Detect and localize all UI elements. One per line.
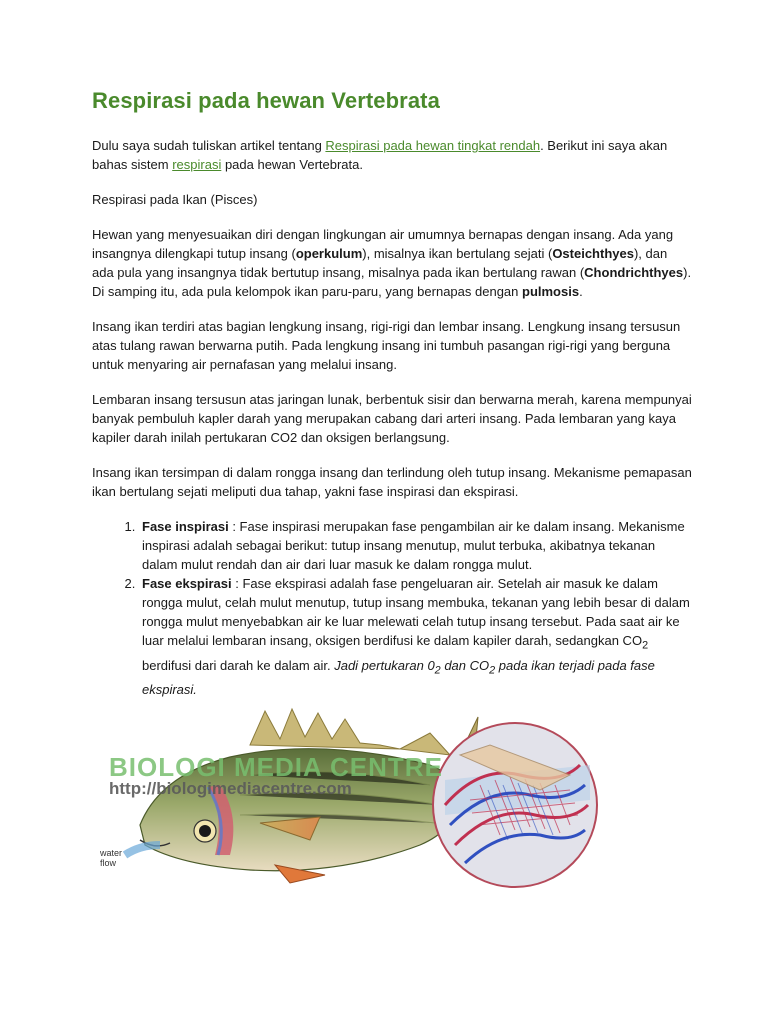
section-heading: Respirasi pada Ikan (Pisces) xyxy=(92,192,258,207)
term-operkulum: operkulum xyxy=(295,246,363,261)
water-flow-label: water flow xyxy=(100,848,123,868)
paragraph-insang: Hewan yang menyesuaikan diri dengan lingkungan air umumnya bernapas dengan insang. Ada yang insangnya dilengkapi tutup insang (operkulum), misalnya ikan bertulang sejati (Osteichthyes), dan ada pula yang insangnya tidak bertutup insang, misalnya pada ikan bertulang rawan (Chondrichthyes). Di samping itu, ada pula kelompok ikan paru-paru, yang bernapas dengan pulmosis. xyxy=(92,227,692,299)
link-respirasi-tingkat-rendah[interactable]: Respirasi pada hewan tingkat rendah xyxy=(325,138,541,153)
page-title: Respirasi pada hewan Vertebrata xyxy=(92,88,440,113)
list-item-ekspirasi: 2. Fase ekspirasi : Fase ekspirasi adalah fase pengeluaran air. Setelah air masuk ke dalam rongga mulut, celah mulut menutup, tutup insang membuka, tekanan yang lebih besar di dalam rongga mulut menyebabkan air ke luar melewati celah tutup insang tersebut. Pada saat air ke luar melalui lembaran insang, oksigen berdifusi ke dalam kapiler darah, sedangkan $CO_2$ berdifusi dari darah ke dalam air. Jadi pertukaran $0_2$ dan $CO_2$ pada ikan terjadi pada fase ekspirasi. xyxy=(139,574,692,699)
intro-text: . Berikut ini saya akan bahas sistem xyxy=(92,138,668,172)
italic-conclusion: Jadi pertukaran $0_2$ dan $CO_2$ pada ikan terjadi pada fase ekspirasi. xyxy=(142,657,655,698)
watermark-url: http://biologimediacentre.com xyxy=(109,779,352,798)
watermark-title: BIOLOGI MEDIA CENTRE xyxy=(109,752,443,782)
list-item-inspirasi: 1. Fase inspirasi : Fase inspirasi merupakan fase pengambilan air ke dalam insang. Mekanisme inspirasi adalah sebagai berikut: tutup insang menutup, mulut terbuka, akibatnya tekanan dalam mulut rendah dan air dari luar masuk ke dalam rongga mulut. xyxy=(139,517,692,574)
link-respirasi[interactable]: respirasi xyxy=(172,157,222,172)
term-pulmosis: pulmosis xyxy=(522,284,580,299)
paragraph-lengkung-insang: Insang ikan terdiri atas bagian lengkung insang, rigi-rigi dan lembar insang. Lengkung insang tersusun atas tulang rawan berwarna putih. Pada lengkung insang ini tumbuh pasangan rigi-rigi yang berguna untuk menyaring air pernafasan yang melalui insang. xyxy=(92,319,681,372)
paragraph-lembaran-insang: Lembaran insang tersusun atas jaringan lunak, berbentuk sisir dan berwarna merah, karena mempunyai banyak pembuluh kapler darah yang merupakan cabang dari arteri insang. Pada lembaran yang kaya kapiler darah inilah pertukaran CO2 dan oksigen berlangsung. xyxy=(92,392,692,445)
intro-text: pada hewan Vertebrata. xyxy=(221,157,363,172)
intro-paragraph xyxy=(92,136,692,174)
term-chondrichthyes: Chondrichthyes xyxy=(584,265,684,280)
intro-text: Dulu saya sudah tuliskan artikel tentang xyxy=(92,138,326,153)
term-osteichthyes: Osteichthyes xyxy=(552,246,634,261)
term-fase-inspirasi: Fase inspirasi xyxy=(142,519,229,534)
phase-list xyxy=(92,517,692,699)
gill-detail-inset xyxy=(433,723,597,887)
paragraph-mekanisme: Insang ikan tersimpan di dalam rongga insang dan terlindung oleh tutup insang. Mekanisme pemapasan ikan bertulang sejati meliputi dua tahap, yakni fase inspirasi dan ekspirasi. xyxy=(92,465,692,499)
dorsal-fin xyxy=(250,709,450,755)
fish-gill-illustration xyxy=(100,705,600,890)
article xyxy=(92,88,692,699)
term-fase-ekspirasi: Fase ekspirasi xyxy=(142,576,232,591)
